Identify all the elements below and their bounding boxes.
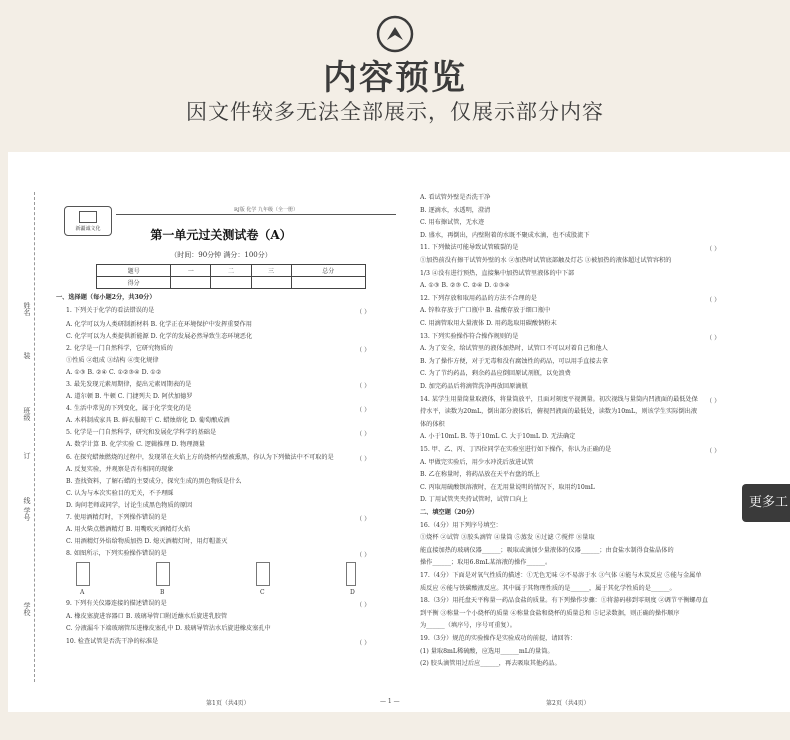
margin-label-class: 班级 [23,407,31,421]
answer-parenthesis: （ ） [356,347,371,354]
question-line: A. 化学可以为人类研制新材料 B. 化学正在环境保护中发挥重要作用 [66,321,252,328]
question-line: 12. 下列存放和取用药品的方法不合理的是 [420,294,537,302]
question-line: ①性质 ②组成 ③结构 ④变化规律 [66,357,159,364]
section-heading: 二、填空题（20分） [420,509,479,516]
question-line: 10. 检查试管是否洗干净的标准是 [66,638,159,645]
question-line: ①加热前没有擦干试管外壁的水 ②加热时试管底部触及灯芯 ③被加热的液体超过试管容积的 [420,257,672,264]
answer-parenthesis: （ ） [356,640,371,647]
question-line: D. 加完药品后将滴管洗净再放回原滴瓶 [420,383,528,390]
lab-apparatus-icon [76,562,90,586]
lab-apparatus-icon [256,562,270,586]
question-line: 体的体积 [420,420,445,428]
answer-parenthesis: （ ） [356,552,371,559]
score-cell [211,277,251,289]
question-line: C. 用酒精灯外焰给物质加热 D. 熄灭酒精灯时，用灯帽盖灭 [66,538,228,545]
question-line: B. 为了操作方便，对于无毒和没有腐蚀性的药品，可以用手直接去拿 [420,357,608,365]
question-line: D. 询问老师或同学，讨论生成黑色物质的原因 [66,502,193,509]
score-row-label: 得分 [97,277,171,289]
question-line: C. 分液漏斗下端玻璃管压进橡皮塞孔中 D. 玻璃导管沾水后旋进橡皮塞孔中 [66,625,271,632]
document-preview [8,152,790,712]
question-line: A. 甲做完实验后，用少水冲洗后放进试管 [420,458,534,466]
question-line: 13. 下列实验操作符合操作规则的是 [420,332,519,340]
page-title: 内容预览 [323,58,467,98]
badge-text: 新疆诚文化 [75,226,101,232]
margin-label-line: 线 [23,497,31,504]
right-page-footer: 第2页（共4页） [546,700,590,707]
question-line: D. 丁用试管夹夹持试管时，试管口向上 [420,496,528,504]
answer-parenthesis: （ ） [706,296,721,304]
answer-parenthesis: （ ） [356,383,371,390]
score-header-cell: 三 [251,265,291,277]
question-line: 8. 如图所示，下列实验操作错误的是 [66,550,167,557]
chevron-up-circle-icon [375,14,415,54]
answer-parenthesis: （ ） [706,246,721,254]
edition-tag: RJ版 化学 九年级（全一册） [234,207,298,213]
question-line: C. 为了节约药品，剩余药品应倒回原试剂瓶，以免浪费 [420,370,571,378]
question-line: 到平衡 ③称量一个小烧杯的质量 ④称量食盐和烧杯的质量总和 ⑤记录数据，则正确的操作顺序 [420,609,680,617]
answer-parenthesis: （ ） [356,456,371,463]
margin-label-school: 学校 [23,602,31,616]
question-line: D. 盛水，再倒出，内壁附着的水既不聚成水滴，也不成股流下 [420,231,590,239]
bottom-band [0,712,790,740]
right-page [416,152,746,712]
answer-parenthesis: （ ） [356,602,371,609]
question-line: 5. 化学是一门自然科学，研究和发展化学科学的基础是 [66,429,217,436]
question-line: A. 木料制成家具 B. 鲜衣服晾干 C. 蜡烛熔化 D. 葡萄酿成酒 [66,417,230,424]
question-line: A. 道尔顿 B. 牛顿 C. 门捷列夫 D. 阿伏加德罗 [66,393,193,400]
question-line: 18.（3分）用托盘天平称量一药品食盐的质量。有下列操作步骤：①将游码移到零刻度 ②调节平衡螺母直 [420,597,708,605]
answer-parenthesis: （ ） [356,407,371,414]
test-title: 第一单元过关测试卷（A） [150,228,292,242]
question-line: A. ①③ B. ②③ C. ②④ D. ①③④ [420,282,510,290]
margin-label-bind: 装 [23,352,31,359]
score-header-cell: 二 [211,265,251,277]
answer-parenthesis: （ ） [706,397,721,405]
score-cell [291,277,365,289]
question-line: 1/3 ④没有进行预热，直接集中加热试管里液体的中下部 [420,269,575,277]
question-line: C. 用布擦试管，无水迹 [420,219,485,227]
question-line: C. 丙取用硫酸钡溶液时，在无用量说明的情况下，取用约10mL [420,483,595,491]
question-line: 15. 甲、乙、丙、丁四位同学在实验室进行如下操作，你认为正确的是 [420,446,612,453]
question-line: 17.（4分）下面是对氧气性质的描述：①无色无味 ②不易溶于水 ③气体 ④能与木炭反应 ⑤能与金属单 [420,572,702,579]
time-score-line: （时间：90分钟 满分：100分） [170,251,272,259]
question-line: C. 化学可以为人类提供新能源 D. 化学的发展必然导致生态环境恶化 [66,333,253,340]
score-cell [171,277,211,289]
binding-dashed-line [34,192,35,682]
question-line: 16.（4分）用下列序号填空： [420,521,502,529]
answer-parenthesis: （ ） [356,309,371,316]
question-line: 质反应 ⑥能与铁碳酸液反应。其中属于其物理性质的是______，属于其化学性质的是______。 [420,584,676,592]
question-line: 2. 化学是一门自然科学，它研究物质的 [66,345,173,352]
section-heading: 一、选择题（每小题2分，共30分） [56,294,156,301]
question-line: A. 小于10mL B. 等于10mL C. 大于10mL D. 无法确定 [420,433,576,441]
question-line: 4. 生活中常见的下列变化，属于化学变化的是 [66,405,192,412]
question-line: A. 反复实验，并观察是否有相同的现象 [66,466,174,473]
margin-label-name: 姓名 [23,302,31,316]
question-line: 持水平，读数为20mL，倒出部分液体后，俯视凹液面的最低处，读数为10mL，则该学生实际倒出液 [420,408,698,416]
header-rule [116,214,396,215]
center-page-number: — 1 — [380,698,400,705]
question-line: A. 看试管外壁是否洗干净 [420,194,491,201]
question-line: 6. 在探究蜡烛燃烧的过程中，发现罩在火焰上方的烧杯内壁被熏黑，你认为下列做法中不可取的是 [66,454,334,461]
question-line: 19.（3分）规范的实验操作是实验成功的前提，请回答： [420,635,577,642]
question-line: 14. 某学生用量筒量取液体，将量筒放平，且面对刻度平视测量。初次视线与量筒内凹液面的最低处保 [420,395,698,403]
figure-label: C [260,589,265,596]
badge-logo-icon [79,211,97,223]
score-table-header-row [97,265,366,277]
figure-label: A [80,589,85,596]
question-line: B. 逐滴水，水透明，澄清 [420,206,491,214]
question-line: A. 橡皮塞旋进容器口 B. 玻璃导管口附近蘸水后旋进乳胶管 [66,613,228,620]
lab-apparatus-icon [346,562,356,586]
score-header-cell: 一 [171,265,211,277]
figure-label: B [160,589,165,596]
question-line: 9. 下列有关仪器连接的描述错误的是 [66,600,167,607]
question-line: 为______（填序号，序号可重复）。 [420,622,516,630]
margin-label-number: 学号 [23,507,31,521]
question-line: B. 乙在称量时，将药品放在天平右盘的纸上 [420,471,540,479]
binding-margin [8,152,50,712]
lab-apparatus-icon [156,562,170,586]
question-line: 3. 最先发现元素周期律，提出元素周期表的是 [66,381,192,388]
figure-label: D [350,589,355,596]
page-subtitle: 因文件较多无法全部展示，仅展示部分内容 [186,100,604,124]
question-line: A. 锌粒存放于广口瓶中 B. 盐酸存放于细口瓶中 [420,307,551,315]
left-page-footer: 第1页（共4页） [206,700,250,707]
question-line: C. 用滴管取用大量液体 D. 用药匙取用碳酸钠粉末 [420,320,557,327]
question-line: 能直接加热的玻璃仪器______；吸取或滴加少量液体的仪器______；由食盐水制得食盐晶体的 [420,546,674,554]
score-table [96,264,366,289]
left-page [56,152,406,712]
question-line: A. 数学计算 B. 化学实验 C. 逻辑推理 D. 物理测量 [66,441,205,448]
question-line: 操作______；取用6.8mL某溶液的操作______。 [420,559,552,567]
answer-parenthesis: （ ） [356,431,371,438]
question-line: (2) 胶头滴管用过后应______，再去吸取其他药品。 [420,660,561,668]
answer-parenthesis: （ ） [706,334,721,342]
score-header-cell: 题号 [97,265,171,277]
score-table-row [97,277,366,289]
question-line: A. 用火柴点燃酒精灯 B. 用嘴吹灭酒精灯火焰 [66,526,191,533]
score-cell [251,277,291,289]
question-line: (1) 量取8mL稀硫酸，应选用______mL的量筒。 [420,647,554,655]
question-line: 1. 下列关于化学的看法错误的是 [66,307,155,314]
question-line: 11. 下列做法可能导致试管破裂的是 [420,244,519,252]
question-line: ①烧杯 ②试管 ③胶头滴管 ④量筒 ⑤蒸发 ⑥过滤 ⑦搅拌 ⑧量取 [420,534,595,542]
question-line: 7. 使用酒精灯时，下列操作错误的是 [66,514,167,521]
question-line: A. ①③ B. ②④ C. ①②③④ D. ①② [66,369,162,376]
score-header-cell: 总分 [291,265,365,277]
answer-parenthesis: （ ） [706,448,721,455]
question-line: C. 认为与本次实验目的无关，不予理睬 [66,490,174,497]
preview-header [0,0,790,150]
question-line: B. 查找资料，了解石蜡的主要成分，探究生成的黑色物质是什么 [66,478,242,485]
answer-parenthesis: （ ） [356,516,371,523]
margin-label-staple: 订 [23,452,31,459]
question-line: A. 为了安全，给试管里的液体加热时，试管口不可以对着自己和他人 [420,345,608,353]
more-button[interactable]: 更多工 [742,484,790,522]
